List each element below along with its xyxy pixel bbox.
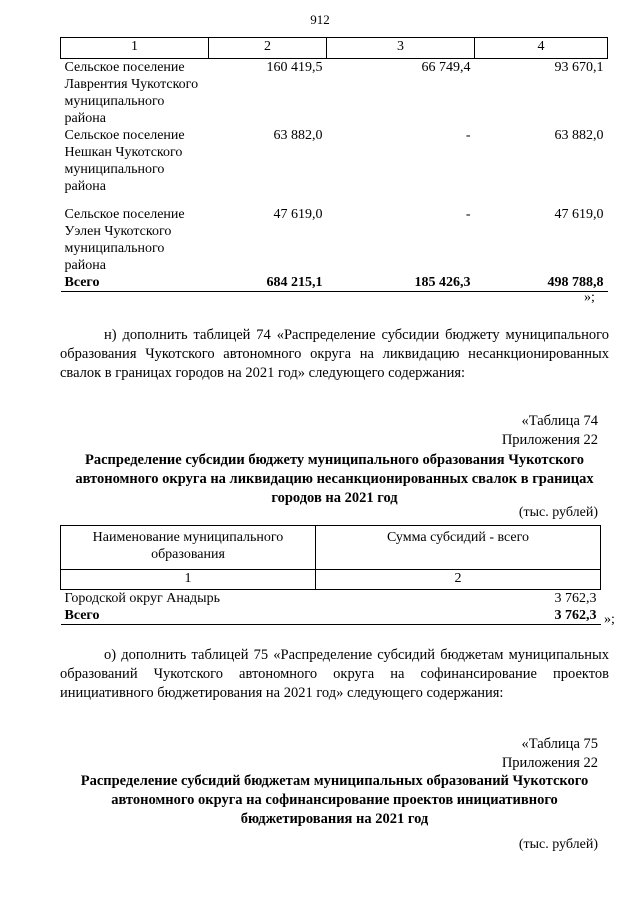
total-label: Всего (61, 274, 209, 292)
header-cell: 4 (475, 38, 608, 59)
table74-caption (502, 412, 598, 450)
cell-value: 63 882,0 (273, 128, 323, 143)
cell-value: 66 749,4 (421, 60, 471, 75)
cell-value: - (465, 207, 471, 222)
cell-value: 47 619,0 (554, 207, 604, 222)
table-row (61, 195, 608, 274)
table-header-row (61, 526, 601, 570)
cell-value: 160 419,5 (266, 60, 323, 75)
row-name: Сельское поселение Нешкан Чукотского муниципального района (64, 128, 185, 194)
cell-value: 63 882,0 (554, 128, 604, 143)
header-cell: 3 (327, 38, 475, 59)
cell-value: 3 762,3 (554, 591, 597, 606)
row-name: Сельское поселение Лаврентия Чукотского муниципального района (64, 60, 199, 126)
index-cell: 2 (316, 570, 601, 590)
row-name: Сельское поселение Уэлен Чукотского муниципального района (64, 207, 185, 273)
table-row (61, 590, 601, 608)
table-continuation (60, 37, 608, 292)
total-value: 185 426,3 (327, 274, 475, 292)
table-row (61, 127, 608, 195)
header-cell: 2 (209, 38, 327, 59)
unit-label: (тыс. рублей) (518, 505, 598, 520)
unit-label: (тыс. рублей) (518, 837, 598, 852)
header-cell: Наименование муниципального образования (61, 526, 316, 570)
total-value: 3 762,3 (316, 607, 601, 625)
cell-value: - (465, 128, 471, 143)
table-number: «Таблица 74 (521, 413, 598, 429)
table75-caption (502, 735, 598, 773)
total-label: Всего (61, 607, 316, 625)
page-number: 912 (310, 12, 330, 27)
table-total-row (61, 607, 601, 625)
table-total-row (61, 274, 608, 292)
cell-value: 47 619,0 (273, 207, 323, 222)
paragraph-o: о) дополнить таблицей 75 «Распределение субсидий бюджетам муниципальных образований Чукотского автономного округа на софинансирование проектов инициативного бюджетирования на 2021 год» следующего содержания: (60, 647, 609, 701)
index-cell: 1 (61, 570, 316, 590)
total-value: 684 215,1 (209, 274, 327, 292)
closing-quote: »; (604, 612, 615, 627)
header-cell: Сумма субсидий - всего (316, 526, 601, 570)
paragraph-n: н) дополнить таблицей 74 «Распределение субсидии бюджету муниципального образования Чукотского автономного округа на ликвидацию несанкционированных свалок в границах городов на 2021 год» следующего содержания: (60, 327, 609, 381)
total-value: 498 788,8 (475, 274, 608, 292)
closing-quote: »; (584, 290, 595, 305)
cell-value: 93 670,1 (554, 60, 604, 75)
appendix-label: Приложения 22 (501, 755, 598, 771)
row-name: Городской округ Анадырь (64, 591, 220, 606)
table74-title: Распределение субсидии бюджету муниципального образования Чукотского автономного округа на ликвидацию несанкционированных свалок в границах городов на 2021 год (75, 452, 594, 506)
header-cell: 1 (61, 38, 209, 59)
table75-title: Распределение субсидий бюджетам муниципальных образований Чукотского автономного округа на софинансирование проектов инициативного бюджетирования на 2021 год (80, 773, 589, 827)
table-index-row (61, 570, 601, 590)
table-row (61, 59, 608, 128)
table-74 (60, 525, 601, 625)
appendix-label: Приложения 22 (501, 432, 598, 448)
table-header-row (61, 38, 608, 59)
table-number: «Таблица 75 (521, 736, 598, 752)
